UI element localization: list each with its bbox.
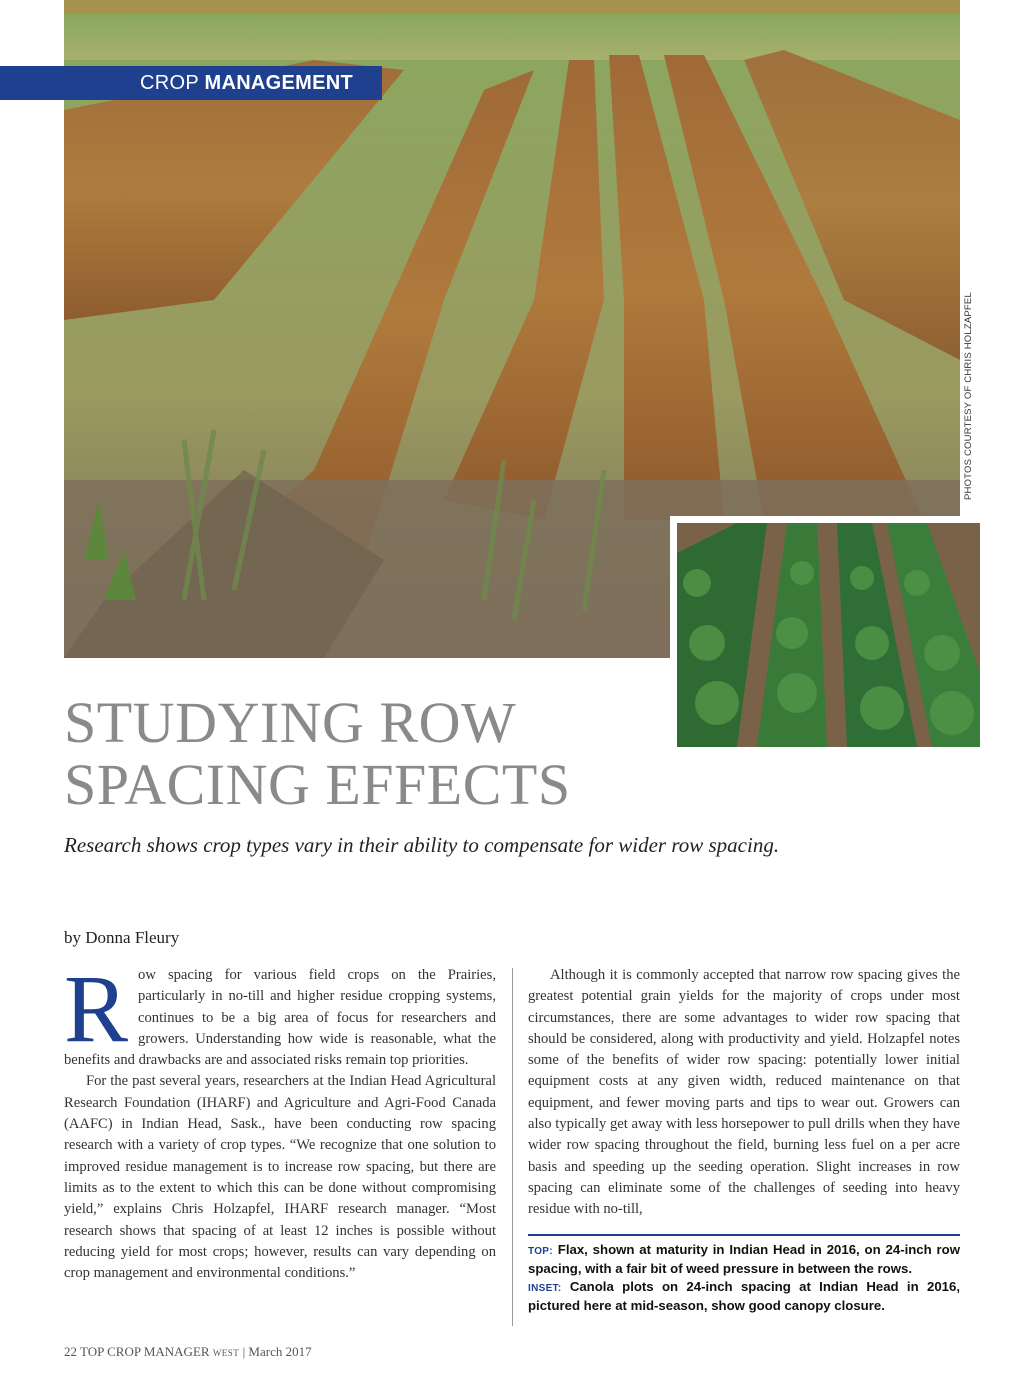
headline-line-1: STUDYING ROW	[64, 690, 517, 755]
section-label	[0, 66, 382, 100]
column-divider	[512, 968, 513, 1326]
caption-top-text: Flax, shown at maturity in Indian Head in 2016, on 24-inch row spacing, with a fair bit of weed pressure in between the rows.	[528, 1242, 960, 1276]
section-label-light: CROP	[140, 72, 199, 94]
headline	[64, 692, 664, 816]
magazine-edition: WEST	[212, 1348, 240, 1358]
photo-credit: PHOTOS COURTESY OF CHRIS HOLZAPFEL	[963, 292, 974, 500]
inset-photo-canola	[670, 516, 986, 752]
paragraph-3: Although it is commonly accepted that narrow row spacing gives the greatest potential grain yields for the majority of crops under most circumstances, there are some advantages to wider row spacing that should be considered, along with productivity and yield. Holzapfel notes some of the benefits of wider row spacing: potentially lower initial equipment costs at any given width, reduced maintenance on that equipment, and fewer moving parts and tips to wear out. Growers can also typically get away with less horsepower to pull drills when they have wider row spacing throughout the field, burning less fuel on a per acre basis and speeding up the seeding operation. Slight increases in row spacing can eliminate some of the challenges of seeding into heavy residue with no-till,	[528, 967, 960, 1218]
page-number: 22	[64, 1344, 77, 1359]
photo-captions	[528, 1241, 960, 1315]
byline: by Donna Fleury	[64, 928, 180, 947]
paragraph-1-text: ow spacing for various field crops on the Prairies, particularly in no-till and higher residue cropping systems, continues to be a big area of focus for researchers and growers. Understanding how wide is reasonable, what the benefits and drawbacks are and associated risks remain top priorities.	[64, 967, 496, 1069]
canola-plots-illustration	[677, 523, 980, 747]
body-column-1	[64, 955, 496, 1284]
issue-date: March 2017	[248, 1344, 312, 1359]
caption-inset-tag: INSET:	[528, 1283, 562, 1294]
page-footer	[64, 1344, 312, 1360]
paragraph-1	[64, 955, 496, 1071]
caption-inset	[528, 1278, 960, 1314]
caption-divider	[528, 1234, 960, 1236]
body-column-2	[528, 965, 960, 1221]
deck-subtitle: Research shows crop types vary in their ability to compensate for wider row spacing.	[64, 833, 780, 857]
caption-inset-text: Canola plots on 24-inch spacing at Indian Head in 2016, pictured here at mid-season, show good canopy closure.	[528, 1279, 960, 1313]
caption-top	[528, 1241, 960, 1277]
canola-photo-frame	[677, 523, 980, 747]
magazine-name: TOP CROP MANAGER	[80, 1344, 210, 1359]
caption-top-tag: TOP:	[528, 1246, 553, 1257]
paragraph-2: For the past several years, researchers at the Indian Head Agricultural Research Foundation (IHARF) and Agriculture and Agri-Food Canada (AAFC) in Indian Head, Sask., have been conducting row spacing research with a variety of crop types. “We recognize that one solution to improved residue management is to increase row spacing, but there are limits as to the extent to which this can be done without compromising yield,” explains Chris Holzapfel, IHARF research manager. “Most research shows that spacing of at least 12 inches is possible without reducing yield for most crops; however, results can vary depending on crop management and environmental conditions.”	[64, 1073, 496, 1282]
footer-separator: |	[242, 1344, 246, 1359]
section-label-bold: MANAGEMENT	[204, 72, 354, 94]
drop-cap: R	[64, 955, 129, 1062]
headline-line-2: SPACING EFFECTS	[64, 752, 571, 817]
